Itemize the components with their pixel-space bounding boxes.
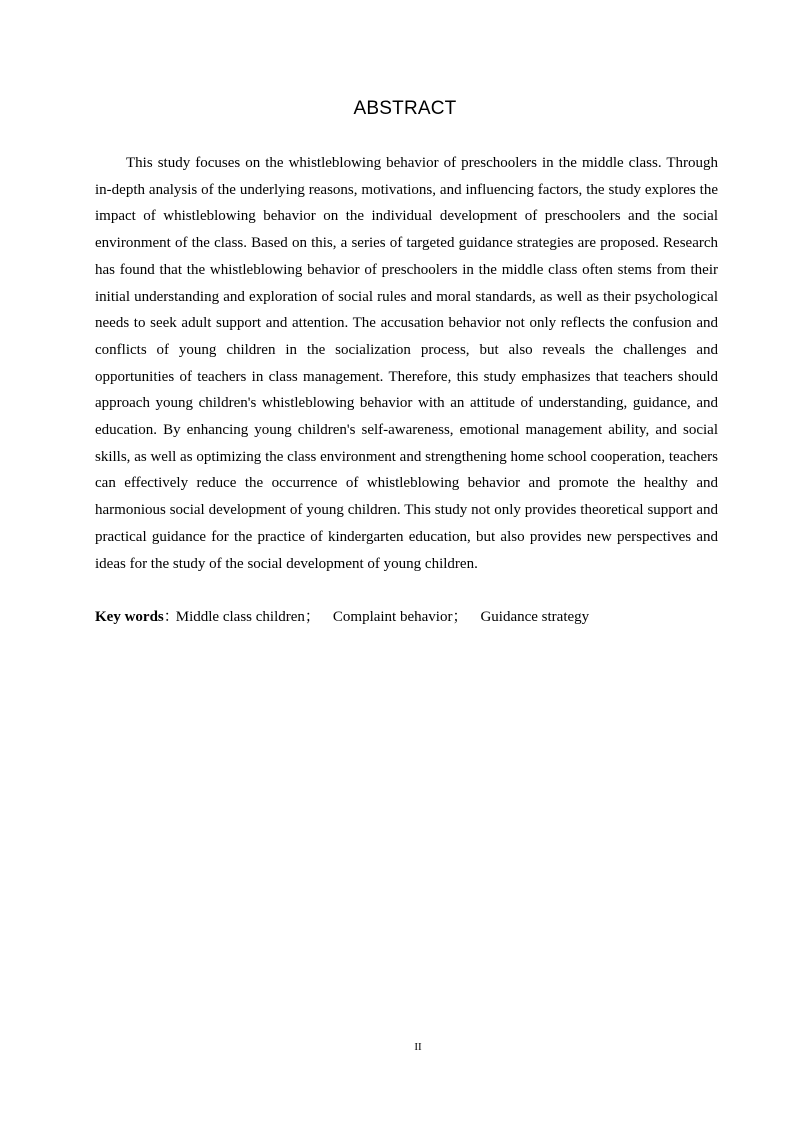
keyword-separator: ； <box>452 609 468 625</box>
page-number: II <box>414 1041 422 1053</box>
keywords-label: Key words <box>95 609 164 625</box>
keyword-item: Guidance strategy <box>480 609 590 625</box>
keyword-item: Middle class children <box>175 609 305 625</box>
keywords-label-separator: ： <box>163 609 179 625</box>
keywords-line <box>95 604 718 630</box>
keyword-separator: ； <box>304 609 320 625</box>
abstract-body-paragraph: This study focuses on the whistleblowing behavior of preschoolers in the middle class. Through in-depth analysis of the underlying reasons, motivations, and influencing factors, the study explores the impact of whistleblowing behavior on the individual development of preschoolers and the social environment of the class. Based on this, a series of targeted guidance strategies are proposed. Research has found that the whistleblowing behavior of preschoolers in the middle class often stems from their initial understanding and exploration of social rules and moral standards, as well as their psychological needs to seek adult support and attention. The accusation behavior not only reflects the confusion and conflicts of young children in the socialization process, but also reveals the challenges and opportunities of teachers in class management. Therefore, this study emphasizes that teachers should approach young children's whistleblowing behavior with an attitude of understanding, guidance, and education. By enhancing young children's self-awareness, emotional management ability, and social skills, as well as optimizing the class environment and strengthening home school cooperation, teachers can effectively reduce the occurrence of whistleblowing behavior and promote the healthy and harmonious social development of young children. This study not only provides theoretical support and practical guidance for the practice of kindergarten education, but also provides new perspectives and ideas for the study of the social development of young children. <box>95 155 718 572</box>
abstract-title: ABSTRACT <box>353 98 457 119</box>
keyword-item: Complaint behavior <box>332 609 453 625</box>
